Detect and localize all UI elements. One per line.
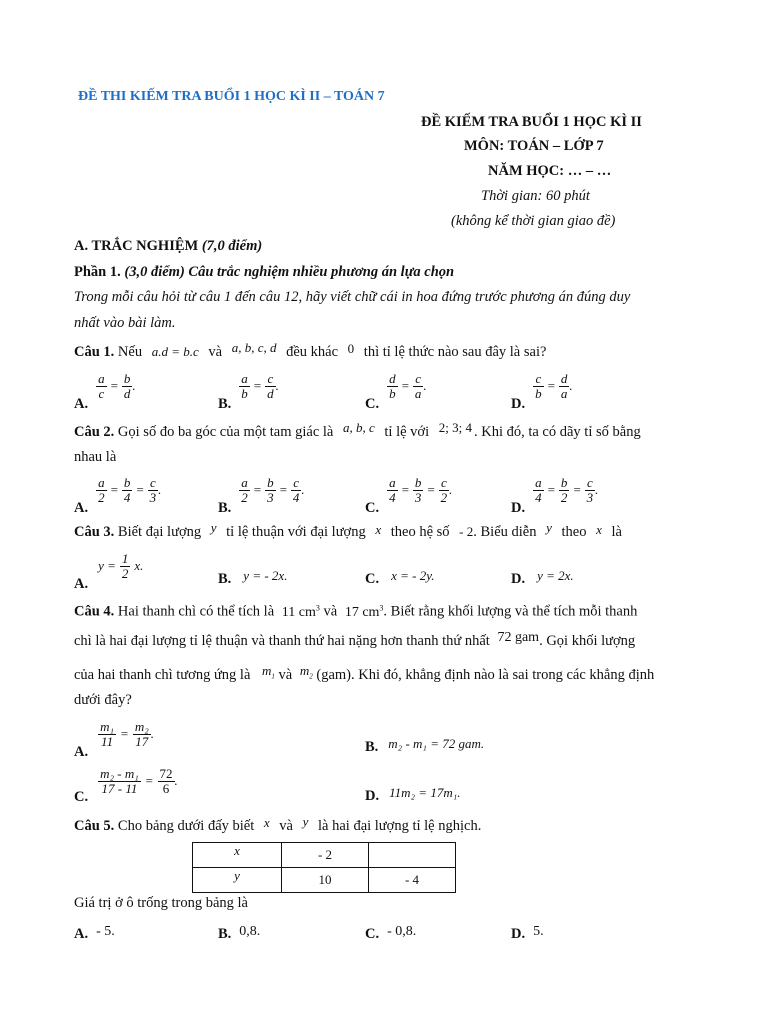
q4-option-c-letter: C. <box>74 789 89 806</box>
q5-y-var: y <box>302 814 309 829</box>
table-cell: - 2 <box>282 843 369 868</box>
q3-text-1: Biết đại lượng <box>117 524 202 540</box>
option-value: - 0,8. <box>387 924 417 939</box>
fraction: $\frac{b}{d}$ <box>123 371 131 401</box>
q4-option-b-value: m₂ - m₁ = 72 gam. <box>388 736 485 751</box>
fraction: $\frac{c}{4}$ <box>292 475 300 505</box>
option-letter: A. <box>74 500 89 517</box>
q5-text-1: Cho bảng dưới đấy biết <box>117 818 255 834</box>
q4-option-a[interactable]: A. $\frac{\text{m₁}}{11}$ = $\frac{\text{m₂}}{17}$ . <box>74 719 154 761</box>
q1-label: Câu 1. <box>74 344 115 360</box>
q4-text-1: Hai thanh chì có thể tích là <box>117 603 275 620</box>
fraction: $\frac{d}{a}$ <box>560 371 568 401</box>
q3-option-c-value: x = - 2y. <box>391 568 435 583</box>
option-letter: A. <box>74 926 89 942</box>
q3-option-c[interactable] <box>365 570 435 588</box>
table-cell-empty <box>369 843 456 868</box>
q2-text-2: tỉ lệ với <box>384 424 430 440</box>
fraction: $\frac{b}{2}$ <box>560 475 568 505</box>
q5-label: Câu 5. <box>74 818 115 834</box>
option-letter: B. <box>218 500 232 517</box>
q1-option-c[interactable]: C. $\frac{d}{b}$ = $\frac{c}{a}$ . <box>365 371 427 413</box>
fraction: $\frac{b}{3}$ <box>267 475 274 505</box>
q3-option-a-den: 2 <box>121 566 129 581</box>
school-year-line: NĂM HỌC: … – … <box>488 163 612 179</box>
q4-text-3: . Biết rằng khối lượng và thể tích mỗi thanh <box>383 603 638 620</box>
part1-heading <box>74 264 454 281</box>
q1-stem <box>74 340 547 361</box>
q4-option-d[interactable] <box>365 787 460 805</box>
q3-option-b-letter: B. <box>218 571 232 587</box>
q3-option-a[interactable] <box>74 551 144 593</box>
option-letter: B. <box>218 926 232 942</box>
table-row <box>193 843 456 868</box>
q1-text-3: đều khác <box>286 344 339 360</box>
q3-option-a-post: x. <box>134 558 144 574</box>
section-a-heading <box>74 238 262 255</box>
q1-option-d[interactable]: D. $\frac{c}{b}$ = $\frac{d}{a}$ . <box>511 371 573 413</box>
q3-text-6: là <box>611 524 622 540</box>
q3-option-a-fraction <box>120 552 131 581</box>
part1-desc: (3,0 điểm) Câu trắc nghiệm nhiều phương án lựa chọn <box>124 264 455 280</box>
table-row <box>193 868 456 893</box>
table-cell: - 4 <box>369 868 456 893</box>
part1-instruction-1: Trong mỗi câu hỏi từ câu 1 đến câu 12, hãy viết chữ cái in hoa đứng trước phương án đúng duy <box>74 289 631 305</box>
fraction: $\frac{c}{a}$ <box>414 371 422 401</box>
q5-value-table <box>192 842 456 893</box>
q3-text-5: theo <box>561 524 587 540</box>
q3-option-d-value: y = 2x. <box>537 568 574 583</box>
q4-option-a-letter: A. <box>74 744 89 761</box>
option-letter: C. <box>365 926 380 942</box>
q4-option-c-fraction-2: $\frac{72}{6}$ <box>159 766 173 796</box>
q2-text-1: Gọi số đo ba góc của một tam giác là <box>117 424 334 440</box>
option-letter: A. <box>74 396 89 413</box>
option-letter: D. <box>511 926 526 942</box>
q2-text-3: . Khi đó, ta có dãy tỉ số bằng <box>473 424 641 440</box>
option-value: 5. <box>533 924 544 939</box>
q1-option-a[interactable]: A. $\frac{a}{c}$ = $\frac{b}{d}$ . <box>74 371 136 413</box>
q2-option-b[interactable]: B. $\frac{a}{2}$ = $\frac{b}{3}$ = $\frac{c}{4}$ . <box>218 475 305 517</box>
fraction: $\frac{b}{3}$ <box>414 475 422 505</box>
q4-line2-b: . Gọi khối lượng <box>539 633 636 649</box>
q3-label: Câu 3. <box>74 524 115 540</box>
q4-line2-a: chì là hai đại lượng tỉ lệ thuận và thanh thứ hai nặng hơn thanh thứ nhất <box>74 633 490 649</box>
q4-text-2: và <box>323 603 338 620</box>
q5-stem <box>74 814 482 835</box>
duration-line: Thời gian: 60 phút <box>481 188 590 204</box>
q4-stem-line4: dưới đây? <box>74 692 132 708</box>
q4-option-d-value: 11m₂ = 17m₁. <box>389 785 461 800</box>
q3-text-2: tỉ lệ thuận với đại lượng <box>226 524 366 540</box>
fraction: $\frac{c}{b}$ <box>535 371 542 401</box>
q1-condition: a.d = b.c <box>151 344 199 359</box>
exam-heading: ĐỀ KIẾM TRA BUỔI 1 HỌC KÌ II <box>421 114 642 130</box>
fraction: $\frac{a}{2}$ <box>241 475 248 505</box>
option-value: 0,8. <box>239 924 261 939</box>
q5-option-c[interactable] <box>365 925 416 943</box>
option-value: - 5. <box>96 924 115 939</box>
q3-option-a-pre: y = <box>98 558 116 574</box>
q3-stem <box>74 520 622 541</box>
q4-stem-line2 <box>74 630 636 650</box>
q5-question: Giá trị ở ô trống trong bảng là <box>74 895 248 911</box>
q3-option-a-num: 1 <box>121 551 129 566</box>
q2-vars: a, b, c <box>342 420 375 435</box>
q4-line3-b: và <box>278 667 293 683</box>
q4-option-a-fraction-1: $\frac{\text{m₁}}{11}$ <box>100 719 115 749</box>
table-cell: y <box>193 868 282 893</box>
section-a-label: A. TRẮC NGHIỆM <box>74 238 199 254</box>
q1-text-2: và <box>208 344 223 360</box>
q1-text-4: thì tỉ lệ thức nào sau đây là sai? <box>363 344 547 360</box>
q2-label: Câu 2. <box>74 424 115 440</box>
q3-option-c-letter: C. <box>365 571 380 587</box>
q4-option-c-fraction-1: $\frac{\text{m₂ - m₁}}{17 - 11}$ <box>100 766 139 796</box>
q4-m2: $m_2$ <box>299 663 313 681</box>
option-letter: C. <box>365 500 380 517</box>
option-letter: D. <box>511 500 526 517</box>
q4-volume-1: 11 $cm^3$ <box>281 603 320 620</box>
q3-option-d-letter: D. <box>511 571 526 587</box>
q3-option-a-letter: A. <box>74 576 89 593</box>
q4-line3-a: của hai thanh chì tương ứng là <box>74 667 251 683</box>
q4-label: Câu 4. <box>74 603 115 620</box>
part1-label: Phần 1. <box>74 264 121 280</box>
q3-text-4: . Biểu diễn <box>473 524 537 540</box>
fraction: $\frac{a}{4}$ <box>389 475 396 505</box>
part1-instruction-2: nhất vào bài làm. <box>74 315 176 331</box>
q3-y-var: y <box>210 520 217 535</box>
option-letter: B. <box>218 396 232 413</box>
q2-option-c[interactable]: C. $\frac{a}{4}$ = $\frac{b}{3}$ = $\frac{c}{2}$ . <box>365 475 453 517</box>
q5-option-d[interactable] <box>511 925 544 943</box>
q4-volume-2: 17 $cm^3$ <box>344 603 384 620</box>
fraction: $\frac{a}{c}$ <box>98 371 105 401</box>
q5-text-2: và <box>279 818 293 834</box>
fraction: $\frac{a}{2}$ <box>98 475 105 505</box>
q4-stem-line3 <box>74 663 655 685</box>
fraction: $\frac{c}{3}$ <box>149 475 157 505</box>
fraction: $\frac{c}{2}$ <box>440 475 448 505</box>
document-title: ĐỀ THI KIẾM TRA BUỔI 1 HỌC KÌ II – TOÁN 7 <box>78 89 385 104</box>
q5-option-a[interactable] <box>74 925 115 943</box>
q2-ratio: 2; 3; 4 <box>438 420 472 435</box>
section-a-points: (7,0 điểm) <box>201 238 263 254</box>
option-letter: D. <box>511 396 526 413</box>
fraction: $\frac{a}{b}$ <box>241 371 248 401</box>
q4-mass: 72 gam <box>497 630 540 645</box>
q4-option-a-fraction-2: $\frac{\text{m₂}}{17}$ <box>134 719 149 749</box>
q2-text-4: nhau là <box>74 449 117 465</box>
q2-option-d[interactable]: D. $\frac{a}{4}$ = $\frac{b}{2}$ = $\frac{c}{3}$ . <box>511 475 599 517</box>
table-cell: 10 <box>282 868 369 893</box>
q5-option-b[interactable] <box>218 925 260 943</box>
fraction: $\frac{b}{4}$ <box>123 475 131 505</box>
fraction: $\frac{c}{3}$ <box>586 475 594 505</box>
q1-option-b[interactable]: B. $\frac{a}{b}$ = $\frac{c}{d}$ . <box>218 371 279 413</box>
subject-line: MÔN: TOÁN – LỚP 7 <box>464 138 604 154</box>
q3-option-b-value: y = - 2x. <box>243 568 288 583</box>
fraction: $\frac{d}{b}$ <box>389 371 396 401</box>
q4-line3-c: (gam). Khi đó, khẳng định nào là sai trong các khẳng định <box>316 667 655 683</box>
fraction: $\frac{a}{4}$ <box>535 475 542 505</box>
q4-stem-line1 <box>74 603 694 621</box>
fraction: $\frac{c}{d}$ <box>267 371 274 401</box>
q3-text-3: theo hệ số <box>390 524 450 540</box>
q2-stem <box>74 420 694 441</box>
q3-option-b[interactable] <box>218 570 287 588</box>
q3-option-d[interactable] <box>511 570 574 588</box>
q3-coefficient: - 2 <box>459 524 474 539</box>
q2-option-a[interactable]: A. $\frac{a}{2}$ = $\frac{b}{4}$ = $\frac{c}{3}$ . <box>74 475 162 517</box>
q5-x-var: x <box>263 815 270 830</box>
q5-text-3: là hai đại lượng tỉ lệ nghịch. <box>318 818 482 834</box>
q1-zero: 0 <box>347 341 355 356</box>
duration-note: (không kể thời gian giao đề) <box>451 213 616 229</box>
q4-option-b[interactable] <box>365 738 484 756</box>
q4-option-d-letter: D. <box>365 788 380 804</box>
q4-option-b-letter: B. <box>365 739 379 755</box>
q4-m1: $m_1$ <box>262 663 275 681</box>
q4-option-c[interactable]: C. $\frac{\text{m₂ - m₁}}{17 - 11}$ = $\frac{72}{6}$ . <box>74 766 178 806</box>
q3-x-var: x <box>375 522 382 537</box>
q1-vars: a, b, c, d <box>231 340 277 355</box>
q1-text-1: Nếu <box>117 344 143 360</box>
option-letter: C. <box>365 396 380 413</box>
table-cell: x <box>193 843 282 868</box>
q3-y-var-2: y <box>546 520 552 535</box>
q3-x-var-2: x <box>596 522 602 537</box>
